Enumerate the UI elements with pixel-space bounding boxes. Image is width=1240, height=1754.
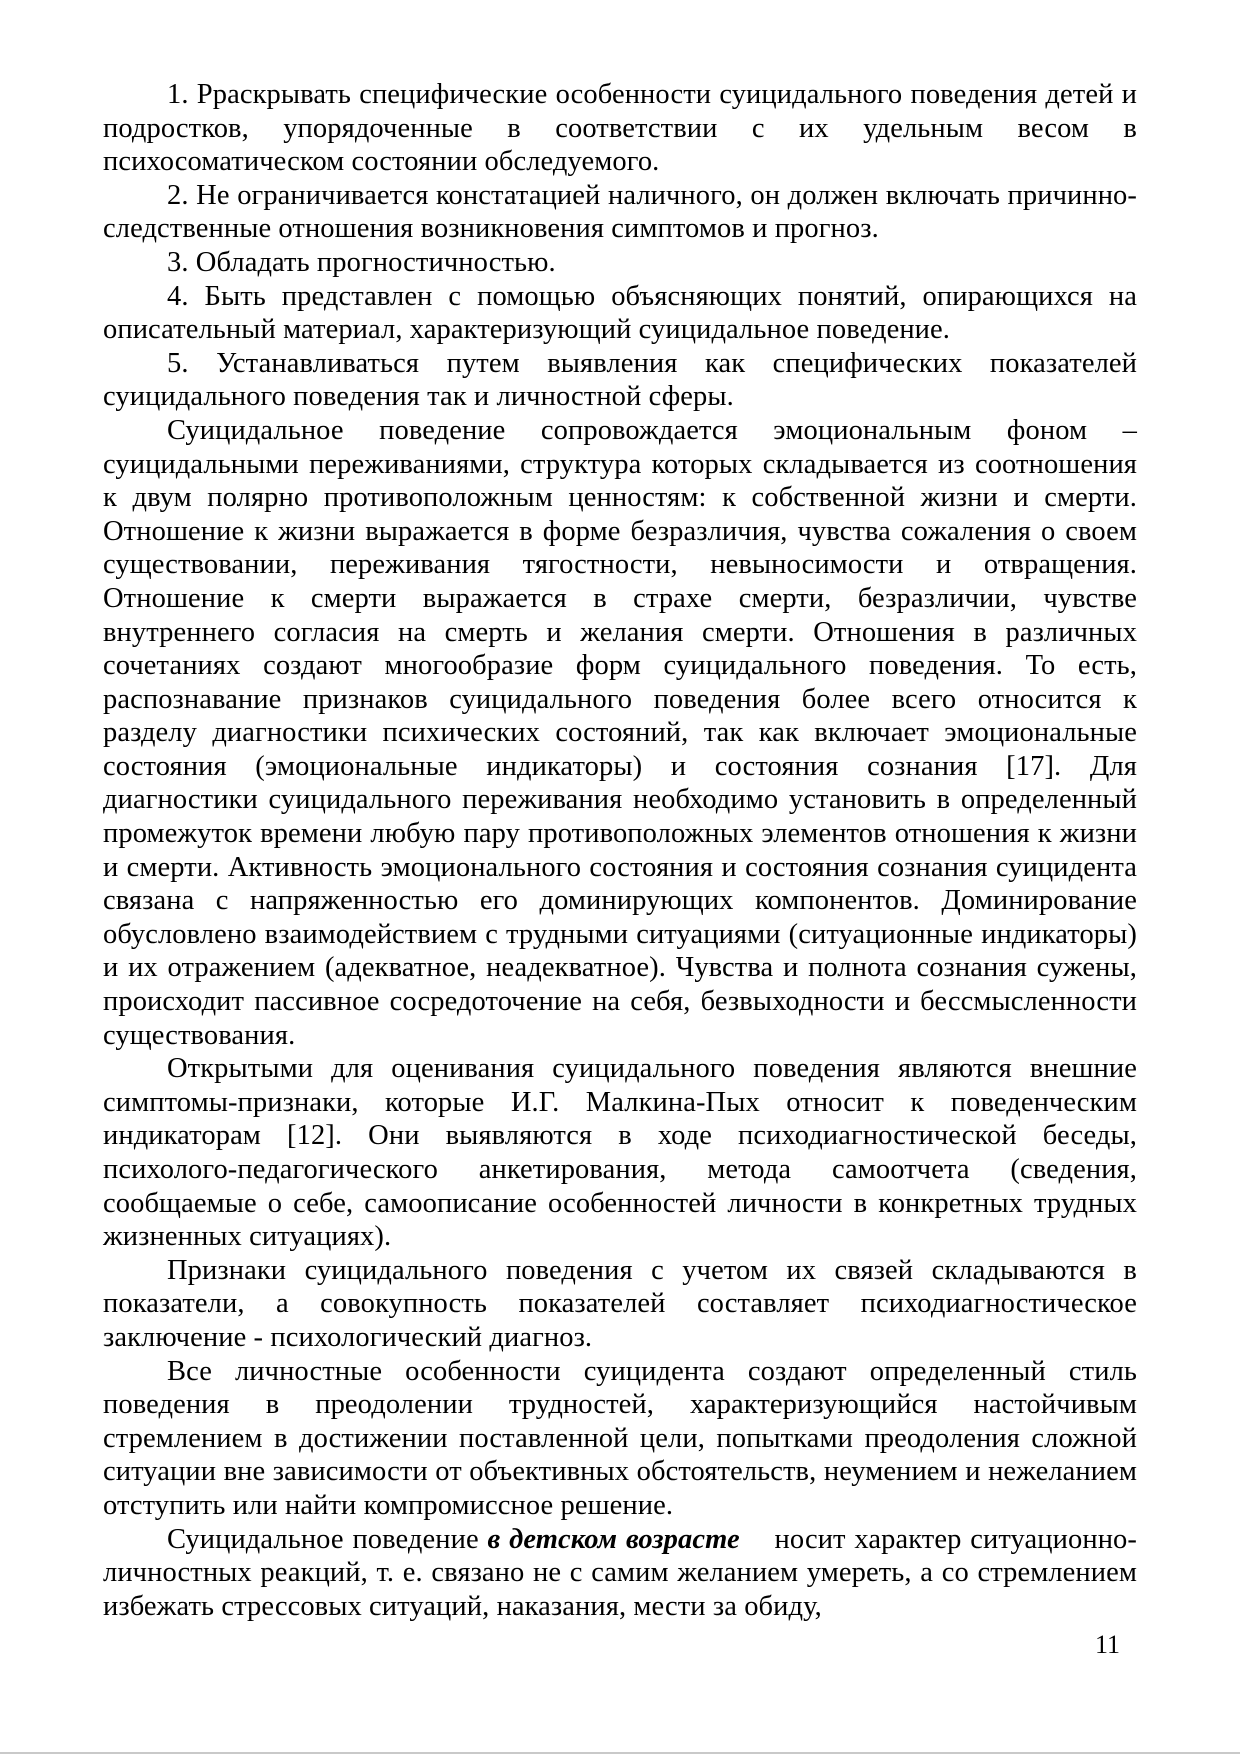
paragraph-segment-emphasis: в детском возрасте <box>487 1523 740 1555</box>
document-body <box>103 78 1137 1623</box>
paragraph-external-symptoms: Открытыми для оценивания суицидального поведения являются внешние симптомы-признаки, которые И.Г. Малкина-Пых относит к поведенческим индикаторам [12]. Они выявляются в ходе психодиагностической беседы, психолого-педагогического анкетирования, метода самоотчета (сведения, сообщаемые о себе, самоописание особенностей личности в конкретных трудных жизненных ситуациях). <box>103 1053 1137 1253</box>
paragraph-segment: Суицидальное поведение <box>167 1523 488 1555</box>
paragraph-indicators-conclusion: Признаки суицидального поведения с учетом их связей складываются в показатели, а совокупность показателей составляет психодиагностическое заключение - психологический диагноз. <box>103 1254 1137 1353</box>
page-number: 11 <box>1094 1630 1120 1659</box>
paragraph-personality-style: Все личностные особенности суицидента создают определенный стиль поведения в преодолении трудностей, характеризующийся настойчивым стремлением в достижении поставленной цели, попытками преодоления сложной ситуации вне зависимости от объективных обстоятельств, неумением и нежеланием отступить или найти компромиссное решение. <box>103 1355 1137 1521</box>
numbered-item-1: 1. Рраскрывать специфические особенности суицидального поведения детей и подростков, упорядоченные в соответствии с их удельным весом в психосоматическом состоянии обследуемого. <box>103 79 1137 178</box>
paragraph-segment: носит характер ситуационно-личностных реакций, т. е. связано не с самим желанием умереть, а со стремлением избежать стрессовых ситуаций, наказания, мести за обиду, <box>103 1523 1137 1622</box>
numbered-item-5: 5. Устанавливаться путем выявления как специфических показателей суицидального поведения так и личностной сферы. <box>103 347 1137 413</box>
paragraph-emotional-background: Суицидальное поведение сопровождается эмоциональным фоном – суицидальными переживаниями, структура которых складывается из соотношения к двум полярно противоположным ценностям: к собственной жизни и смерти. Отношение к жизни выражается в форме безразличия, чувства сожаления о своем существовании, переживания тягостности, невыносимости и отвращения. Отношение к смерти выражается в страхе смерти, безразличии, чувстве внутреннего согласия на смерть и желания смерти. Отношения в различных сочетаниях создают многообразие форм суицидального поведения. То есть, распознавание признаков суицидального поведения более всего относится к разделу диагностики психических состояний, так как включает эмоциональные состояния (эмоциональные индикаторы) и состояния сознания [17]. Для диагностики суицидального переживания необходимо установить в определенный промежуток времени любую пару противоположных элементов отношения к жизни и смерти. Активность эмоционального состояния и состояния сознания суицидента связана с напряженностью его доминирующих компонентов. Доминирование обусловлено взаимодействием с трудными ситуациями (ситуационные индикаторы) и их отражением (адекватное, неадекватное). Чувства и полнота сознания сужены, происходит пассивное сосредоточение на себя, безвыходности и бессмысленности существования. <box>103 414 1137 1051</box>
paragraph-childhood-behavior <box>103 1523 1137 1624</box>
numbered-item-3: 3. Обладать прогностичностью. <box>167 246 556 278</box>
numbered-item-4: 4. Быть представлен с помощью объясняющих понятий, опирающихся на описательный материал, характеризующий суицидальное поведение. <box>103 280 1137 346</box>
numbered-item-2: 2. Не ограничивается констатацией наличного, он должен включать причинно-следственные отношения возникновения симптомов и прогноз. <box>103 179 1137 245</box>
